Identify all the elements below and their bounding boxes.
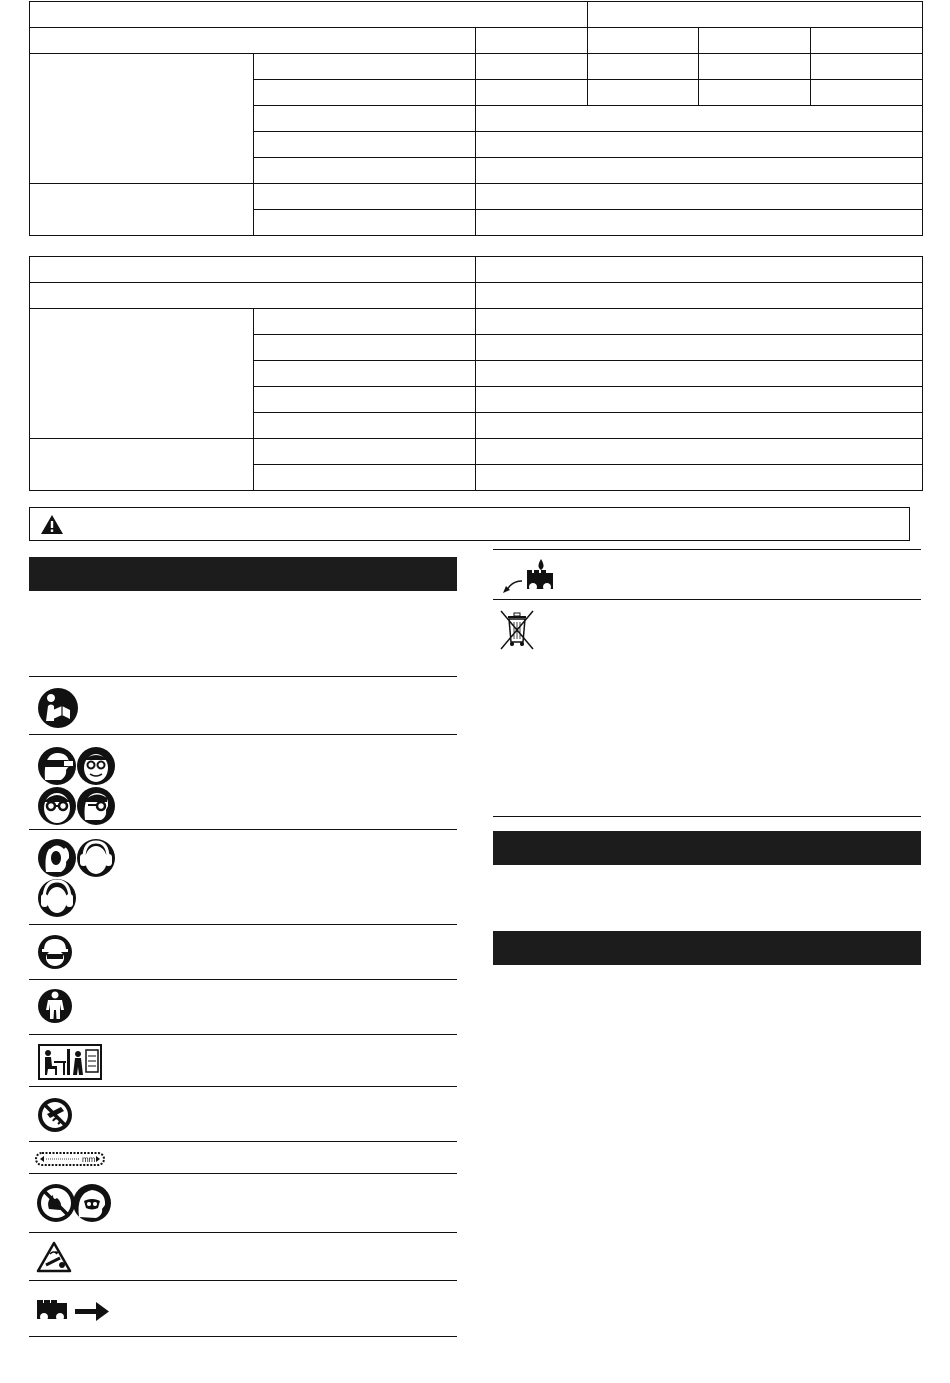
table-cell [476,184,923,210]
table-cell [476,257,923,283]
table-group-cell [30,309,254,439]
divider [29,1086,457,1087]
table-row [30,184,923,210]
guide-bar-unit-label: mm [82,1155,96,1164]
table-cell [476,210,923,236]
table-cell [30,28,476,54]
chain-direction-icon [36,1299,112,1325]
divider [29,1336,457,1337]
table-cell [254,54,476,80]
table-cell [811,28,923,54]
table-row [30,2,923,28]
table-cell [30,2,588,28]
table-cell [699,28,811,54]
warning-box [29,507,910,541]
table-cell [476,361,923,387]
table-cell [476,132,923,158]
table-cell [476,439,923,465]
divider [29,734,457,735]
table-cell [588,80,699,106]
table-cell [254,465,476,491]
table-cell [476,465,923,491]
table-row [30,309,923,335]
earmuff-icon [76,838,116,878]
goggles-icon [37,786,77,826]
table-cell [254,80,476,106]
ear-protection-icon [37,838,77,878]
workshop-training-icon [38,1044,102,1080]
table-cell [476,413,923,439]
divider [29,979,457,980]
read-manual-icon [37,687,79,729]
divider [29,924,457,925]
table-cell [254,106,476,132]
no-smoking-icon [37,1097,73,1133]
table-cell [588,2,923,28]
table-cell [254,387,476,413]
no-open-flame-icon [36,1183,112,1223]
table-cell [254,132,476,158]
table-group-cell [30,54,254,184]
table-cell [588,54,699,80]
divider [493,816,921,817]
table-cell [254,158,476,184]
table-cell [699,80,811,106]
divider [493,599,921,600]
warning-triangle-icon [40,514,64,535]
table-cell [476,283,923,309]
table-cell [476,80,588,106]
divider [29,1232,457,1233]
divider [29,829,457,830]
table-cell [30,283,476,309]
table-cell [254,413,476,439]
protective-clothing-icon [37,988,73,1024]
table-cell [254,335,476,361]
table-row [30,28,923,54]
table-row [30,283,923,309]
table-row [30,439,923,465]
table-cell [699,54,811,80]
table-cell [476,28,588,54]
divider [29,676,457,677]
guide-bar-length-icon [34,1150,106,1168]
divider [29,1173,457,1174]
section-heading-bar [493,831,921,865]
table-cell [254,309,476,335]
divider [493,549,921,550]
divider [29,1141,457,1142]
table-cell [476,387,923,413]
ear-muff-front-icon [37,878,77,918]
table-cell [588,28,699,54]
kickback-warning-icon [36,1241,72,1273]
table-row [30,257,923,283]
face-shield-icon [76,746,116,786]
spec-table-1 [29,1,923,236]
table-cell [476,54,588,80]
chain-oil-icon [500,557,556,595]
divider [29,1280,457,1281]
spec-table-2 [29,256,923,491]
table-cell [476,106,923,132]
head-protection-icon [37,934,73,970]
table-group-cell [30,184,254,236]
table-row [30,54,923,80]
section-heading-bar [493,931,921,965]
table-cell [30,257,476,283]
table-cell [476,309,923,335]
table-cell [254,439,476,465]
table-cell [254,184,476,210]
table-cell [811,54,923,80]
safety-glasses-icon [76,786,116,826]
table-cell [254,210,476,236]
table-cell [811,80,923,106]
table-cell [254,361,476,387]
table-cell [476,335,923,361]
crossed-bin-icon [499,609,535,651]
eye-protection-icon [37,746,77,786]
table-cell [476,158,923,184]
symbols-section-heading [29,557,457,591]
table-group-cell [30,439,254,491]
divider [29,1034,457,1035]
